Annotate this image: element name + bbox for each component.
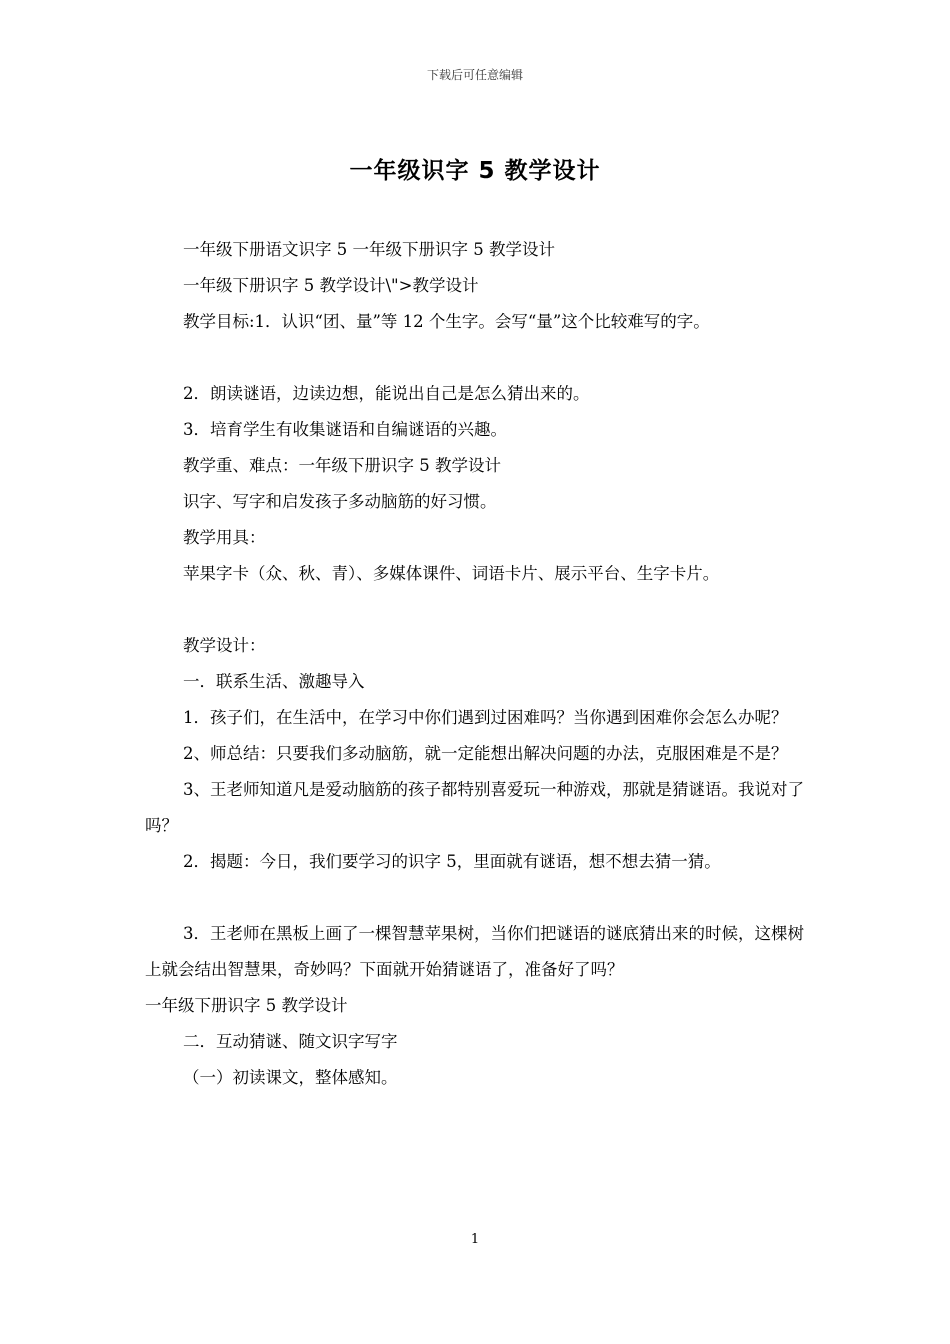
paragraph: 1．孩子们，在生活中，在学习中你们遇到过困难吗？当你遇到困难你会怎么办呢？	[183, 708, 788, 727]
paragraph: 2、师总结：只要我们多动脑筋，就一定能想出解决问题的办法，克服困难是不是？	[183, 744, 788, 763]
paragraph: 一年级下册语文识字 5 一年级下册识字 5 教学设计	[183, 240, 555, 259]
paragraph: 教学目标:1．认识“团、量”等 12 个生字。会写“量”这个比较难写的字。	[183, 312, 710, 331]
paragraph: 一年级下册识字 5 教学设计\">教学设计	[183, 276, 479, 295]
blank-line	[145, 592, 820, 628]
section-heading: 二．互动猜谜、随文识字写字	[183, 1032, 398, 1051]
paragraph: 3．培育学生有收集谜语和自编谜语的兴趣。	[183, 420, 507, 439]
paragraph: 苹果字卡（众、秋、青）、多媒体课件、词语卡片、展示平台、生字卡片。	[183, 564, 720, 583]
paragraph: 教学重、难点：一年级下册识字 5 教学设计	[183, 456, 501, 475]
paragraph: 识字、写字和启发孩子多动脑筋的好习惯。	[183, 492, 497, 511]
document-title: 一年级识字 5 教学设计	[349, 158, 601, 184]
section-heading: 一．联系生活、激趣导入	[183, 672, 365, 691]
paragraph: 一年级下册识字 5 教学设计	[145, 996, 348, 1015]
paragraph: 2．朗读谜语，边读边想，能说出自己是怎么猜出来的。	[183, 384, 590, 403]
page-number: 1	[470, 1232, 480, 1247]
page-header-note: 下载后可任意编辑	[426, 68, 523, 82]
document-body	[145, 232, 820, 1096]
paragraph: 教学用具：	[183, 528, 266, 547]
paragraph: 教学设计：	[183, 636, 266, 655]
blank-line	[145, 340, 820, 376]
paragraph: 3、王老师知道凡是爱动脑筋的孩子都特别喜爱玩一种游戏，那就是猜谜语。我说对了吗？	[145, 780, 804, 835]
paragraph: 2．揭题：今日，我们要学习的识字 5，里面就有谜语，想不想去猜一猜。	[183, 852, 721, 871]
paragraph: 3．王老师在黑板上画了一棵智慧苹果树，当你们把谜语的谜底猜出来的时候，这棵树上就会结出智慧果，奇妙吗？下面就开始猜谜语了，准备好了吗？	[145, 924, 804, 979]
blank-line	[145, 880, 820, 916]
paragraph: （一）初读课文，整体感知。	[183, 1068, 398, 1087]
